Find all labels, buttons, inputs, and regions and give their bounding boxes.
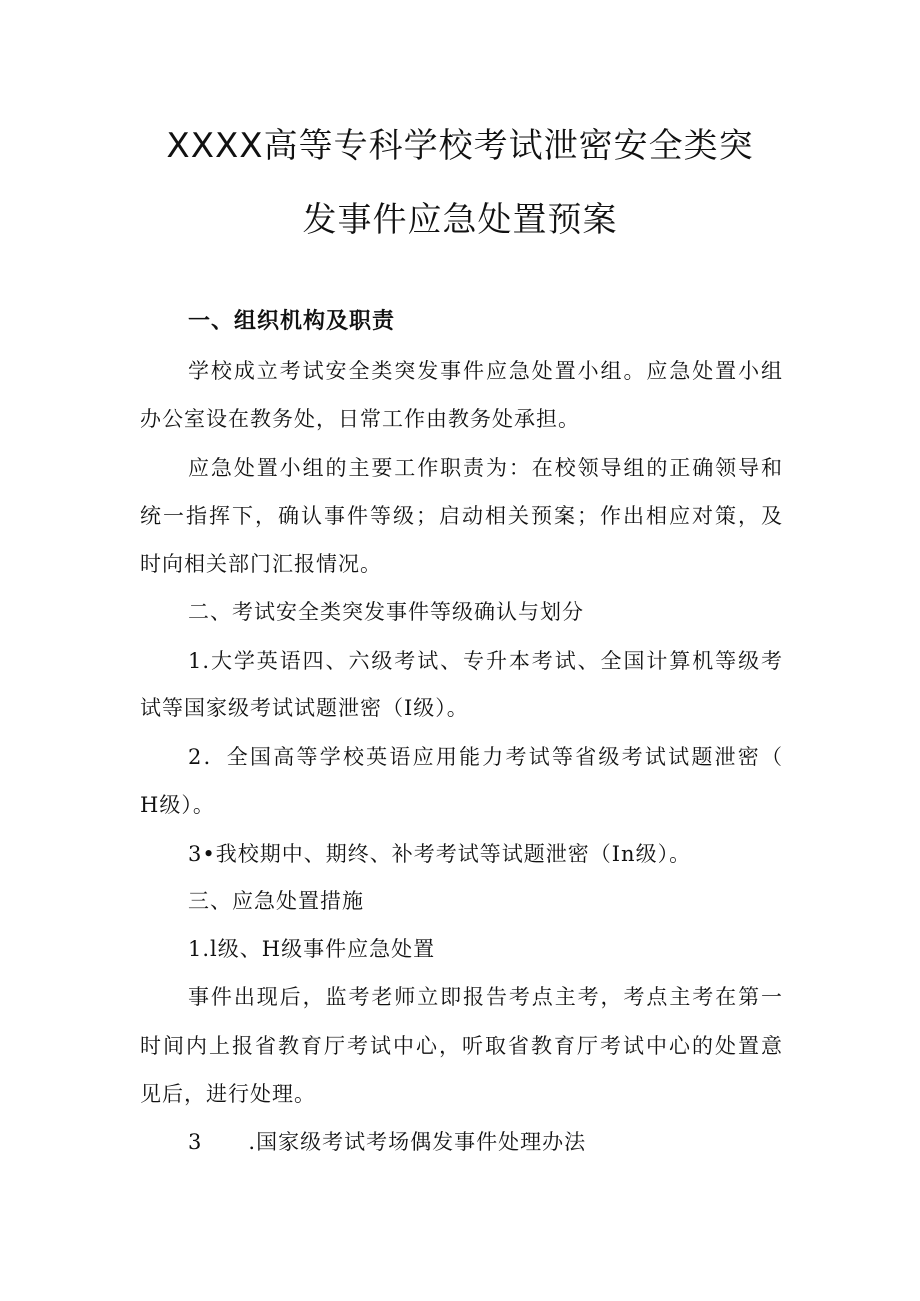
- paragraph-line: 学校成立考试安全类突发事件应急处置小组。应急处置小组: [188, 359, 783, 383]
- subsection-heading: 3 .国家级考试考场偶发事件处理办法: [188, 1130, 587, 1154]
- paragraph-line: 2．全国高等学校英语应用能力考试等省级考试试题泄密（: [188, 745, 783, 769]
- document-title-line-2: 发事件应急处置预案: [302, 200, 618, 240]
- document-title-line-1: XXXX高等专科学校考试泄密安全类突: [166, 126, 754, 166]
- section-heading-grading: 二、考试安全类突发事件等级确认与划分: [188, 600, 584, 624]
- subsection-heading: 1.l级、H级事件应急处置: [188, 937, 436, 961]
- paragraph-line: 1.大学英语四、六级考试、专升本考试、全国计算机等级考: [188, 649, 783, 673]
- paragraph-line: 时间内上报省教育厅考试中心，听取省教育厅考试中心的处置意: [140, 1034, 783, 1058]
- paragraph-line: 统一指挥下，确认事件等级；启动相关预案；作出相应对策，及: [140, 504, 783, 528]
- paragraph-line: 事件出现后，监考老师立即报告考点主考，考点主考在第一: [188, 985, 783, 1009]
- paragraph-line: 见后，进行处理。: [140, 1082, 316, 1106]
- section-heading-measures: 三、应急处置措施: [188, 889, 364, 913]
- paragraph-line: 3•我校期中、期终、补考考试等试题泄密（In级）。: [188, 842, 692, 866]
- section-heading-organization: 一、组织机构及职责: [188, 309, 396, 334]
- paragraph-line: H级）。: [140, 793, 215, 817]
- paragraph-line: 试等国家级考试试题泄密（I级）。: [140, 696, 469, 720]
- paragraph-line: 时向相关部门汇报情况。: [140, 552, 382, 576]
- paragraph-line: 应急处置小组的主要工作职责为：在校领导组的正确领导和: [188, 456, 783, 480]
- paragraph-line: 办公室设在教务处，日常工作由教务处承担。: [140, 407, 580, 431]
